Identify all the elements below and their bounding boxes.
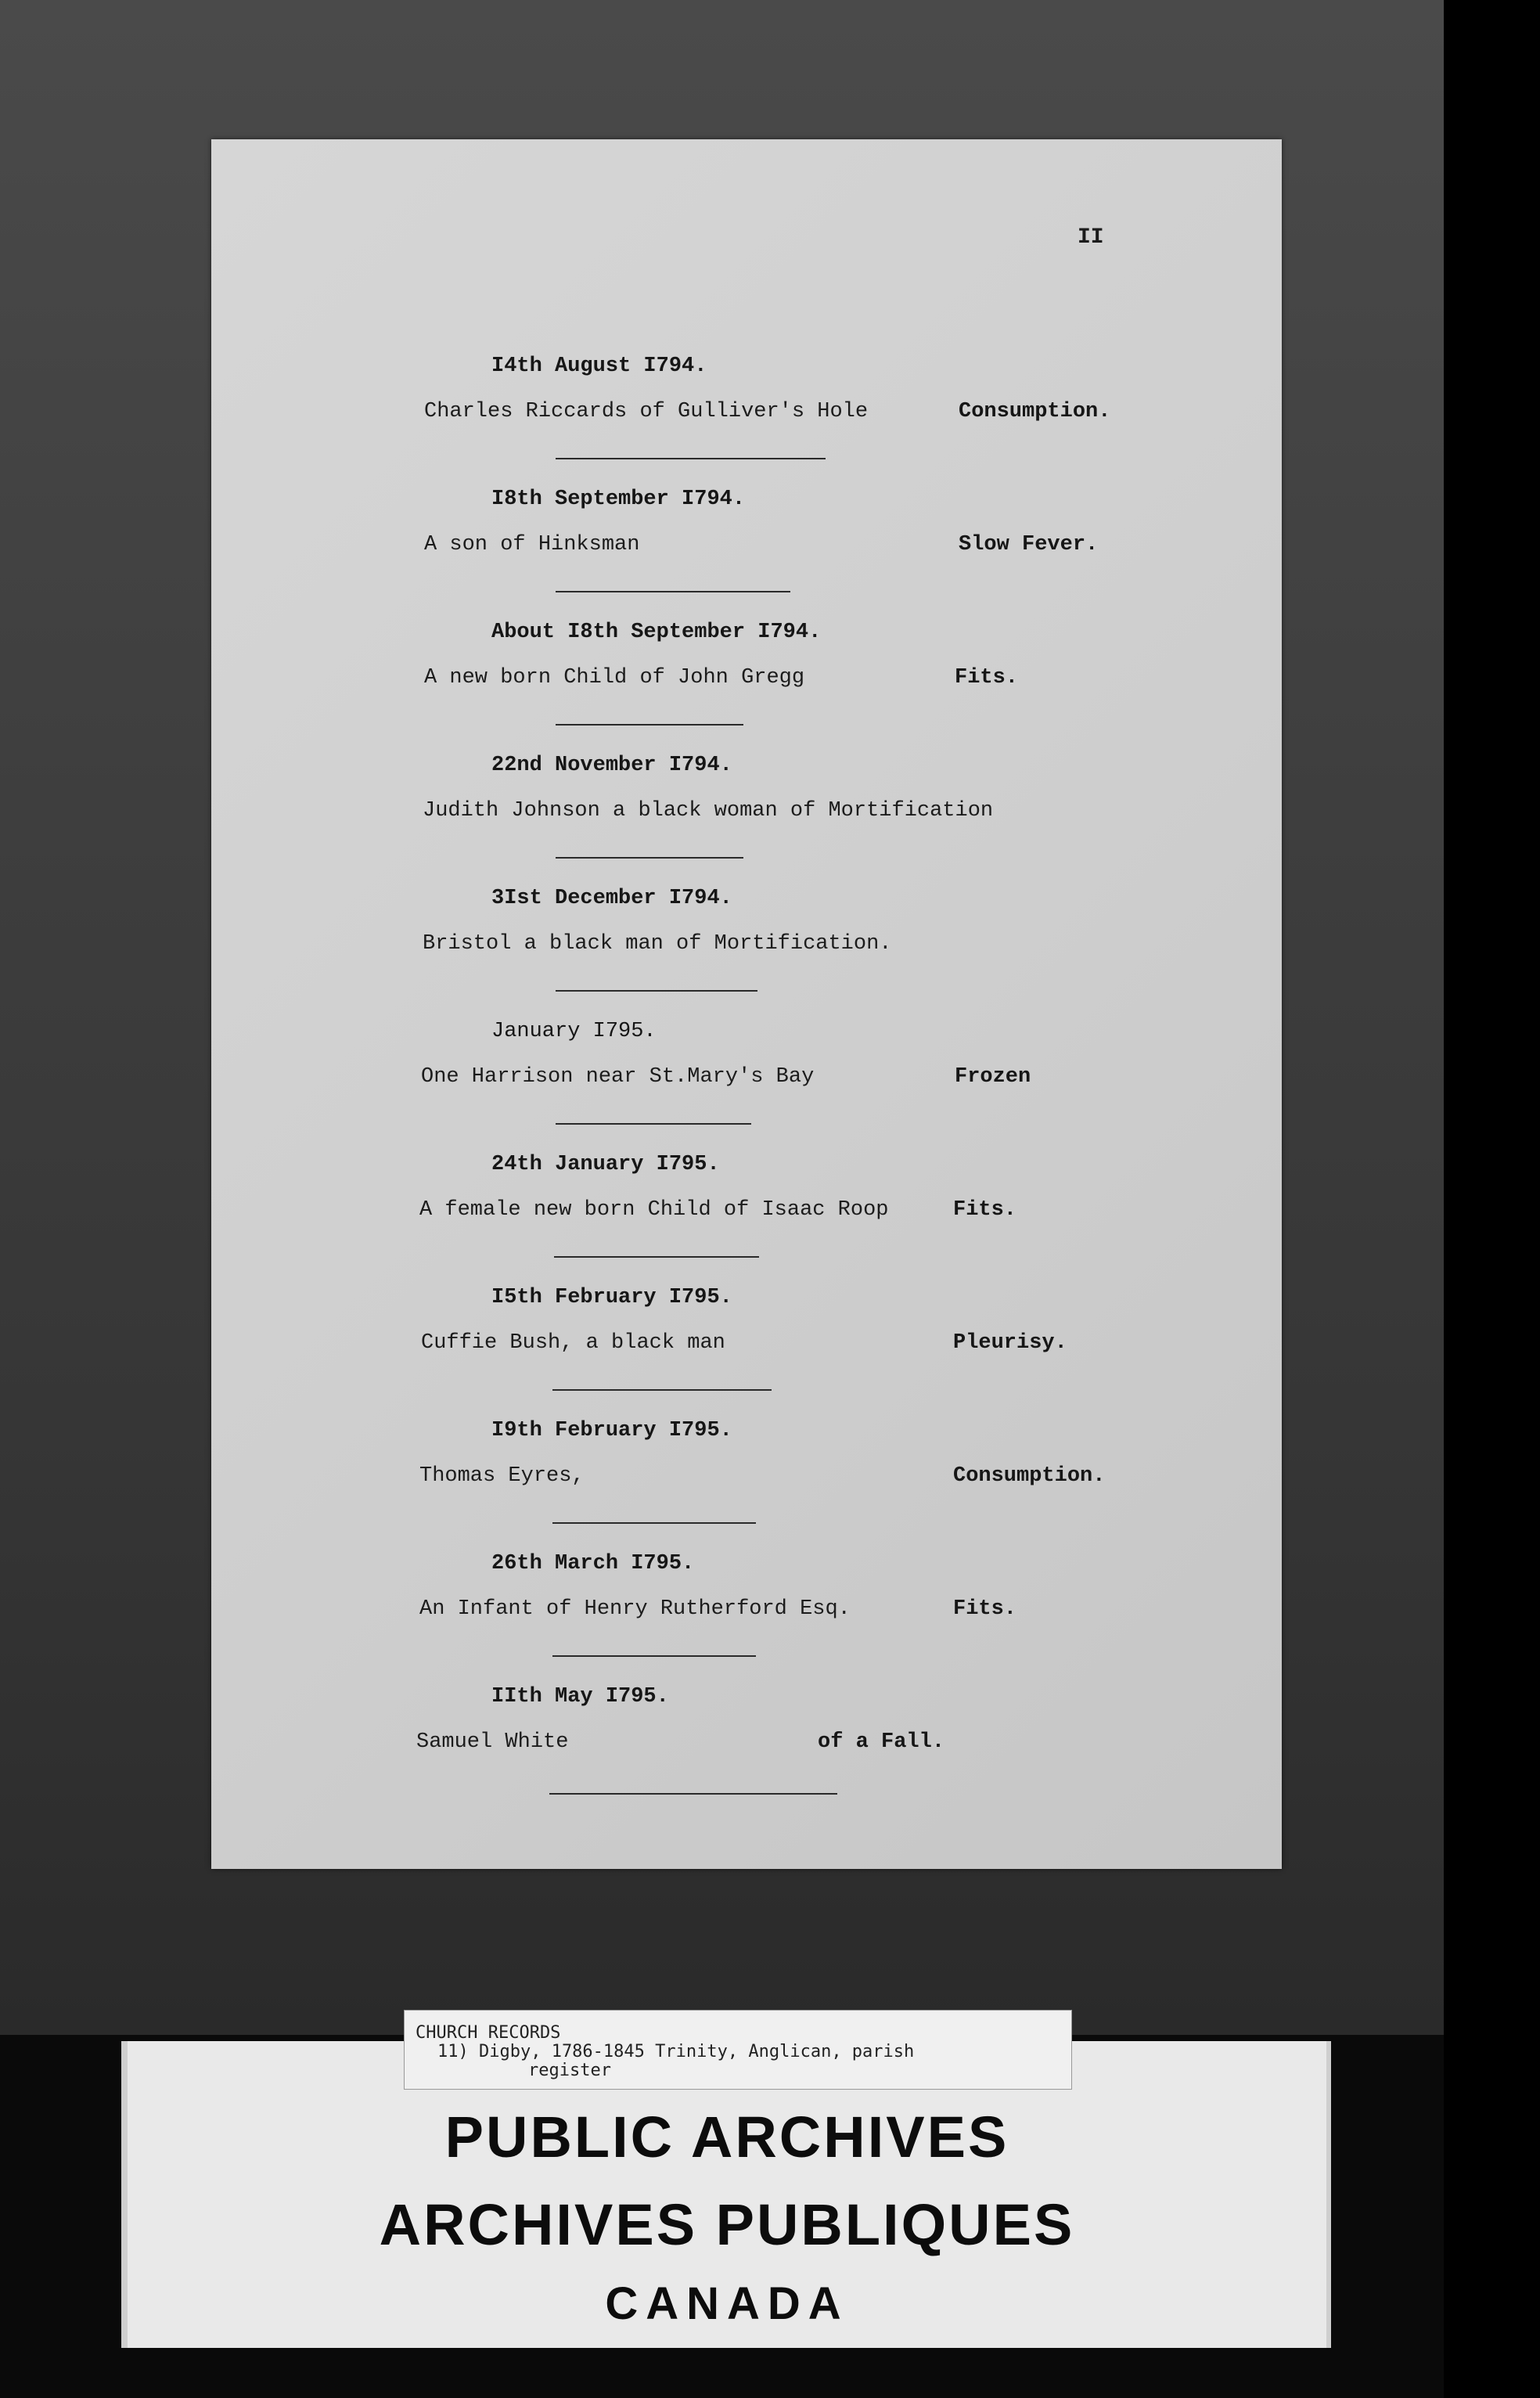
entry-cause: Consumption. bbox=[959, 400, 1111, 423]
separator-rule bbox=[552, 1655, 756, 1657]
entry-date: IIth May I795. bbox=[491, 1685, 669, 1708]
entry-name: Cuffie Bush, a black man bbox=[421, 1331, 725, 1355]
entry-cause: Consumption. bbox=[953, 1464, 1106, 1488]
film-edge bbox=[1444, 0, 1540, 2398]
record-label bbox=[404, 2010, 1072, 2090]
entry-cause: Fits. bbox=[955, 666, 1019, 690]
label-series: CHURCH RECORDS bbox=[416, 2023, 561, 2043]
entry-name: A son of Hinksman bbox=[424, 533, 640, 556]
label-type: register bbox=[528, 2061, 611, 2080]
burial-entry bbox=[211, 488, 1282, 621]
entry-cause: Fits. bbox=[953, 1198, 1017, 1222]
page-number: II bbox=[1078, 225, 1104, 250]
entry-name: Charles Riccards of Gulliver's Hole bbox=[424, 400, 869, 423]
register-page bbox=[211, 139, 1282, 1869]
entry-name: Thomas Eyres, bbox=[419, 1464, 585, 1488]
entry-date: I8th September I794. bbox=[491, 488, 746, 511]
entry-name: Judith Johnson a black woman of Mortification bbox=[423, 799, 994, 823]
separator-rule bbox=[556, 990, 757, 992]
burial-entry bbox=[211, 1286, 1282, 1419]
entry-cause: Fits. bbox=[953, 1597, 1017, 1621]
separator-rule bbox=[556, 724, 743, 726]
archive-title-fr: ARCHIVES PUBLIQUES bbox=[379, 2192, 1075, 2257]
separator-rule bbox=[556, 1123, 751, 1125]
burial-entry bbox=[211, 1552, 1282, 1685]
entry-date: 22nd November I794. bbox=[491, 754, 732, 777]
separator-rule bbox=[552, 1389, 772, 1391]
entry-date: I5th February I795. bbox=[491, 1286, 732, 1309]
entry-name: An Infant of Henry Rutherford Esq. bbox=[419, 1597, 851, 1621]
separator-rule bbox=[556, 458, 826, 459]
entry-name: A female new born Child of Isaac Roop bbox=[419, 1198, 889, 1222]
burial-entry bbox=[211, 754, 1282, 887]
entry-name: One Harrison near St.Mary's Bay bbox=[421, 1065, 815, 1089]
label-description: 11) Digby, 1786-1845 Trinity, Anglican, parish bbox=[437, 2042, 915, 2061]
entry-cause: Pleurisy. bbox=[953, 1331, 1067, 1355]
entry-cause: of a Fall. bbox=[818, 1730, 945, 1754]
burial-entry bbox=[211, 1020, 1282, 1153]
entry-date: I4th August I794. bbox=[491, 355, 707, 378]
entry-date: January I795. bbox=[491, 1020, 657, 1043]
burial-entry bbox=[211, 1419, 1282, 1552]
entry-date: 24th January I795. bbox=[491, 1153, 720, 1176]
entry-date: About I8th September I794. bbox=[491, 621, 822, 644]
entry-name: Bristol a black man of Mortification. bbox=[423, 932, 892, 956]
entry-date: 3Ist December I794. bbox=[491, 887, 732, 910]
burial-entry bbox=[211, 1153, 1282, 1286]
archive-country: CANADA bbox=[605, 2278, 849, 2329]
archive-title-en: PUBLIC ARCHIVES bbox=[444, 2105, 1009, 2169]
separator-rule bbox=[554, 1256, 759, 1258]
entry-cause: Slow Fever. bbox=[959, 533, 1099, 556]
entry-cause: Frozen bbox=[955, 1065, 1031, 1089]
burial-entry bbox=[211, 621, 1282, 754]
entry-date: I9th February I795. bbox=[491, 1419, 732, 1442]
burial-entry bbox=[211, 355, 1282, 488]
separator-rule bbox=[556, 857, 743, 859]
separator-rule bbox=[549, 1793, 837, 1795]
separator-rule bbox=[552, 1522, 756, 1524]
separator-rule bbox=[556, 591, 790, 592]
entry-name: A new born Child of John Gregg bbox=[424, 666, 805, 690]
burial-entry bbox=[211, 887, 1282, 1020]
entry-date: 26th March I795. bbox=[491, 1552, 695, 1575]
burial-entry bbox=[211, 1685, 1282, 1818]
entry-name: Samuel White bbox=[416, 1730, 569, 1754]
